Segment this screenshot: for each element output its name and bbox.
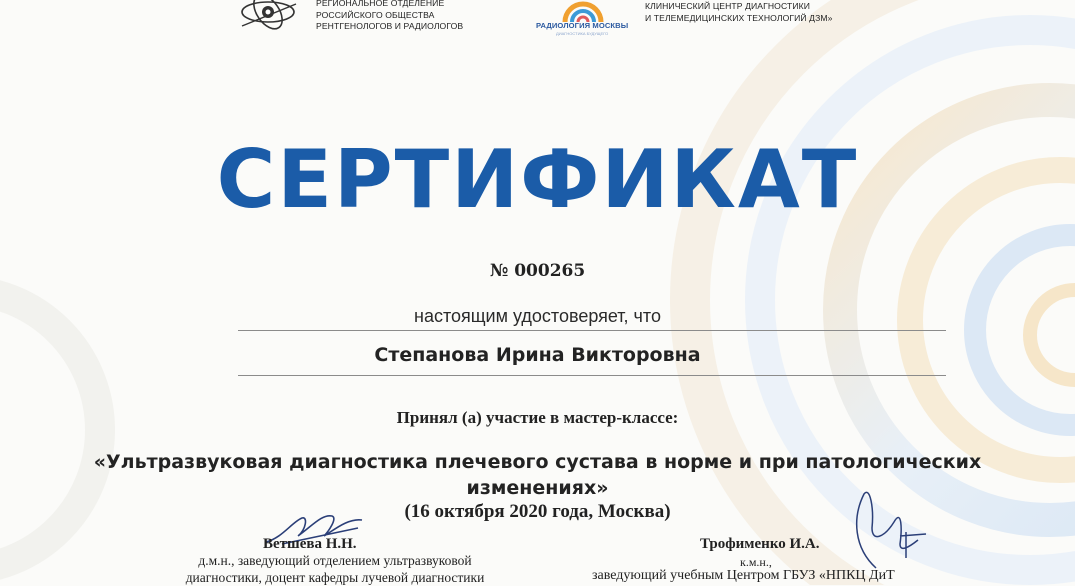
course-title-line: изменениях» [466, 477, 609, 499]
org-left-line: РЕНТГЕНОЛОГОВ И РАДИОЛОГОВ [316, 21, 464, 31]
right-signature [846, 488, 936, 570]
certifies-text: настоящим удостоверяет, что [414, 306, 661, 326]
left-signatory-title-line: диагностики, доцент кафедры лучевой диагностики [185, 570, 485, 585]
russian-society-roentgenologists-logo [238, 0, 302, 32]
right-signatory-name: Трофименко И.А. [700, 536, 820, 552]
org-right-line: И ТЕЛЕМЕДИЦИНСКИХ ТЕХНОЛОГИЙ ДЗМ» [645, 13, 833, 23]
left-signatory-title-line: д.м.н., заведующий отделением ультразвуковой [198, 553, 472, 568]
radiology-moscow-logo-subtext: ДИАГНОСТИКА БУДУЩЕГО [556, 31, 609, 36]
left-signatory-name: Ветшева Н.Н. [263, 536, 357, 552]
radiology-moscow-logo [561, 0, 605, 22]
org-right-name [645, 0, 833, 24]
left-signatory-title [130, 552, 540, 586]
divider-line [238, 330, 946, 331]
certificate-title: СЕРТИФИКАТ [216, 133, 859, 226]
divider-line [238, 375, 946, 376]
participation-text: Принял (а) участие в мастер-классе: [396, 408, 679, 427]
course-title-line: «Ультразвуковая диагностика плечевого сустава в норме и при патологических [93, 451, 982, 473]
org-left-name [316, 0, 463, 33]
right-signatory-title: заведующий учебным Центром ГБУЗ «НПКЦ ДиТ [592, 568, 895, 583]
org-left-line: РЕГИОНАЛЬНОЕ ОТДЕЛЕНИЕ [316, 0, 445, 8]
event-date: (16 октября 2020 года, Москва) [404, 501, 671, 522]
org-left-line: РОССИЙСКОГО ОБЩЕСТВА [316, 9, 435, 20]
org-right-line: КЛИНИЧЕСКИЙ ЦЕНТР ДИАГНОСТИКИ [645, 1, 810, 11]
radiology-moscow-logo-text: РАДИОЛОГИЯ МОСКВЫ [536, 21, 629, 30]
recipient-name: Степанова Ирина Викторовна [374, 344, 701, 366]
certificate-number: № 000265 [489, 261, 586, 281]
right-signatory-degree: к.м.н., [740, 555, 772, 569]
